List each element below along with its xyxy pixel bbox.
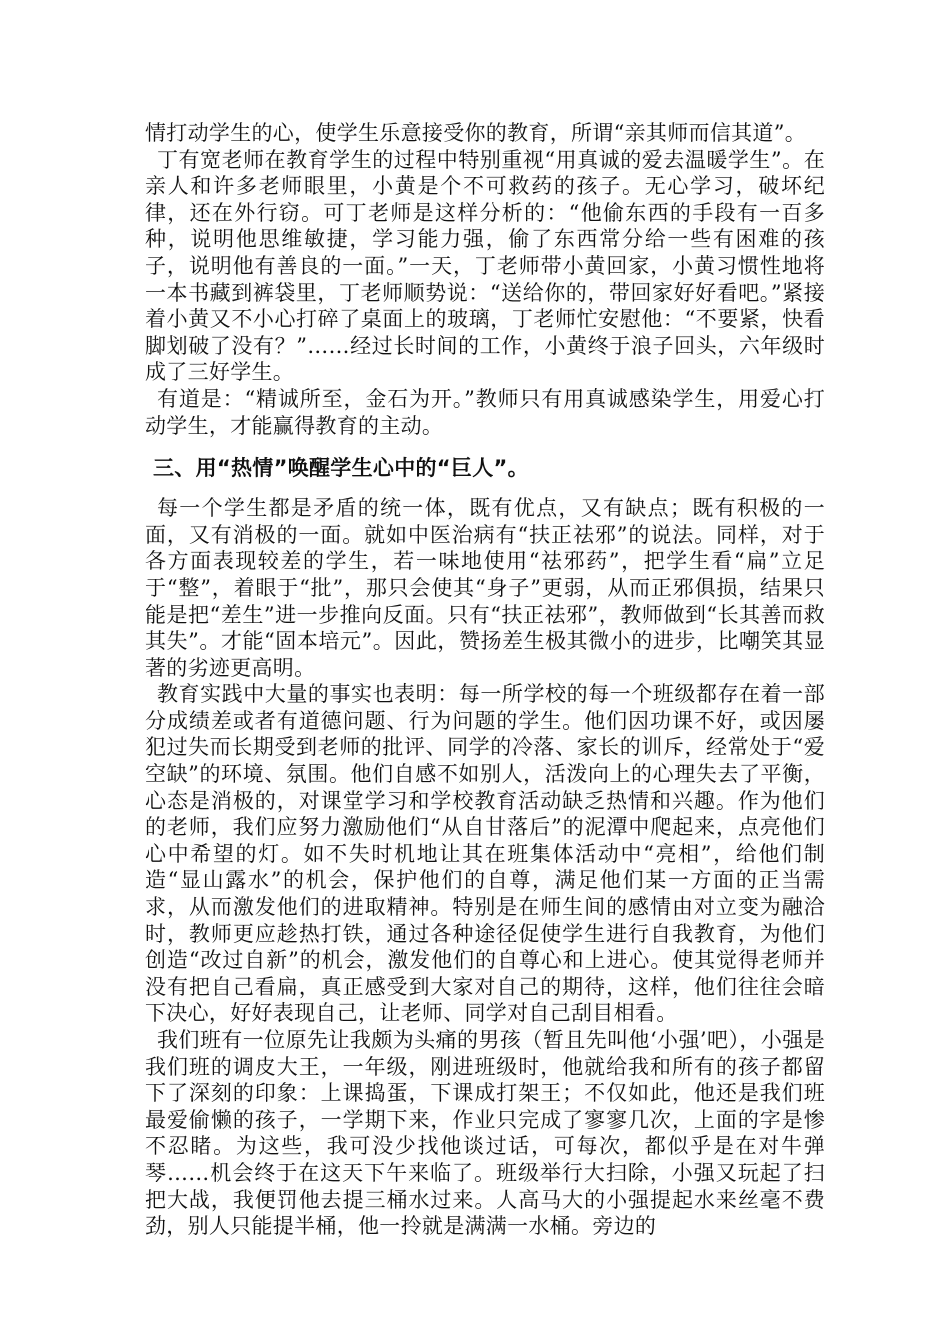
paragraph-xiaoqiang-story: 我们班有一位原先让我颇为头痛的男孩（暂且先叫他‘小强’吧），小强是我们班的调皮大王，一年级，刚进班级时，他就给我和所有的孩子都留下了深刻的印象：上课捣蛋，下课成打架王；不仅如此，他还是我们班最爱偷懒的孩子，一学期下来，作业只完成了寥寥几次，上面的字是惨不忍睹。为这些，我可没少找他谈过话，可每次，都似乎是在对牛弹琴……机会终于在这天下午来临了。班级举行大扫除，小强又玩起了扫把大战，我便罚他去提三桶水过来。人高马大的小强提起水来丝毫不费劲，别人只能提半桶，他一拎就是满满一水桶。旁边的 <box>145 1028 825 1239</box>
section-heading: 三、用“热情”唤醒学生心中的“巨人”。 <box>153 456 529 481</box>
paragraph-contradiction-unity: 每一个学生都是矛盾的统一体，既有优点，又有缺点；既有积极的一面，又有消极的一面。就如中医治病有“扶正祛邪”的说法。同样，对于各方面表现较差的学生，若一味地使用“祛邪药”，把学生看“扁”立足于“整”，着眼于“批”，那只会使其“身子”更弱，从而正邪俱损，结果只能是把“差生”进一步推向反面。只有“扶正祛邪”，教师做到“长其善而救其失”。才能“固本培元”。因此，赞扬差生极其微小的进步，比嘲笑其显著的劣迹更高明。 <box>145 496 825 680</box>
document-body <box>145 120 825 1240</box>
paragraph-ding-youkuan-story: 丁有宽老师在教育学生的过程中特别重视“用真诚的爱去温暖学生”。在亲人和许多老师眼里，小黄是个不可救药的孩子。无心学习，破坏纪律，还在外行窃。可丁老师是这样分析的：“他偷东西的手段有一百多种，说明他思维敏捷，学习能力强，偷了东西常分给一些有困难的孩子，说明他有善良的一面。”一天，丁老师带小黄回家，小黄习惯性地将一本书藏到裤袋里，丁老师顺势说：“送给你的，带回家好好看吧。”紧接着小黄又不小心打碎了桌面上的玻璃，丁老师忙安慰他：“不要紧，快看脚划破了没有？”……经过长时间的工作，小黄终于浪子回头，六年级时成了三好学生。 <box>145 147 825 385</box>
paragraph-education-practice: 教育实践中大量的事实也表明：每一所学校的每一个班级都存在着一部分成绩差或者有道德问题、行为问题的学生。他们因功课不好，或因屡犯过失而长期受到老师的批评、同学的冷落、家长的训斥，经常处于“爱空缺”的环境、氛围。他们自感不如别人，活泼向上的心理失去了平衡，心态是消极的，对课堂学习和学校教育活动缺乏热情和兴趣。作为他们的老师，我们应努力激励他们“从自甘落后”的泥潭中爬起来，点亮他们心中希望的灯。如不失时机地让其在班集体活动中“亮相”，给他们制造“显山露水”的机会，保护他们的自尊，满足他们某一方面的正当需求，从而激发他们的进取精神。特别是在师生间的感情由对立变为融洽时，教师更应趁热打铁，通过各种途径促使学生进行自我教育，为他们创造“改过自新”的机会，激发他们的自尊心和上进心。使其觉得老师并没有把自己看扁，真正感受到大家对自己的期待，这样，他们往往会暗下决心，好好表现自己，让老师、同学对自己刮目相看。 <box>145 682 825 1026</box>
paragraph-continued-intro: 情打动学生的心，使学生乐意接受你的教育，所谓“亲其师而信其道”。 <box>145 121 807 145</box>
paragraph-sincerity-conclusion: 有道是：“精诚所至，金石为开。”教师只有用真诚感染学生，用爱心打动学生，才能赢得教育的主动。 <box>145 386 825 438</box>
